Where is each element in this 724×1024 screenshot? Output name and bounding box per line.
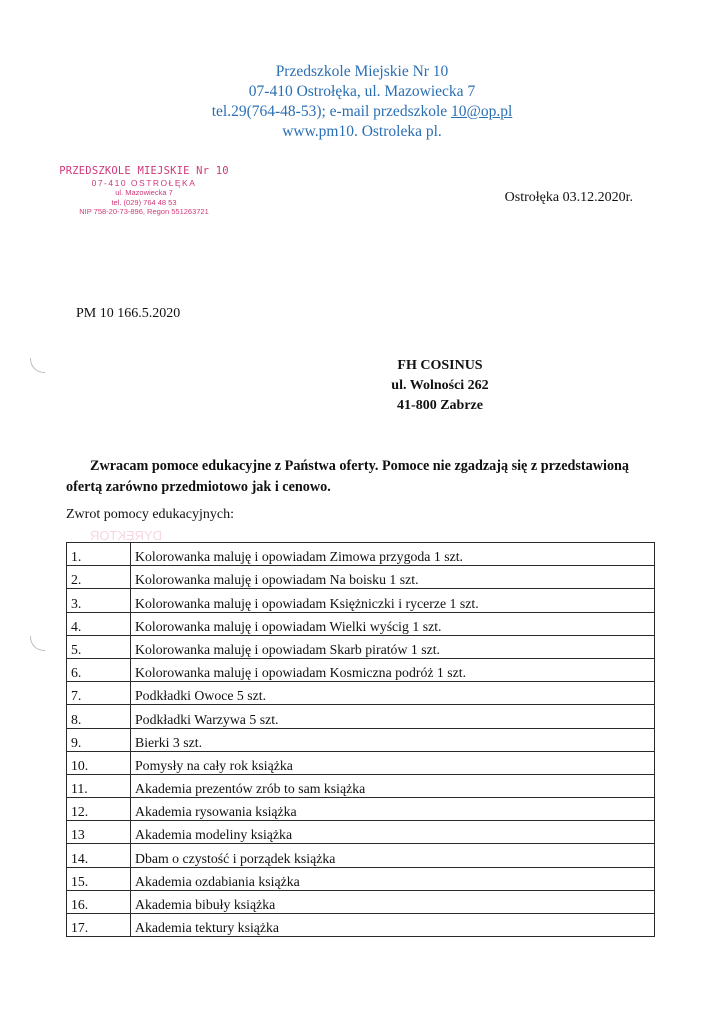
item-name: Kolorowanka maluję i opowiadam Kosmiczna podróż 1 szt. <box>131 658 655 681</box>
table-row <box>67 635 655 658</box>
recipient-street: ul. Wolności 262 <box>391 378 489 393</box>
stamp-city: 07-410 OSTROŁĘKA <box>91 178 197 188</box>
recipient-company: FH COSINUS <box>397 358 483 373</box>
item-name: Kolorowanka maluję i opowiadam Wielki wyścig 1 szt. <box>131 612 655 635</box>
list-heading: Zwrot pomocy edukacyjnych: <box>66 507 234 522</box>
item-name: Dbam o czystość i porządek książka <box>131 844 655 867</box>
hole-punch-mark <box>30 358 45 373</box>
item-name: Akademia prezentów zrób to sam książka <box>131 774 655 797</box>
item-number: 13 <box>67 821 131 844</box>
document-date: Ostrołęka 03.12.2020r. <box>504 190 633 205</box>
table-row <box>67 821 655 844</box>
item-name: Kolorowanka maluję i opowiadam Księżniczki i rycerze 1 szt. <box>131 589 655 612</box>
table-row <box>67 914 655 937</box>
table-row <box>67 728 655 751</box>
item-name: Akademia modeliny książka <box>131 821 655 844</box>
item-number: 5. <box>67 635 131 658</box>
item-name: Kolorowanka maluję i opowiadam Na boisku 1 szt. <box>131 566 655 589</box>
item-number: 6. <box>67 658 131 681</box>
table-row <box>67 658 655 681</box>
item-name: Akademia ozdabiania książka <box>131 867 655 890</box>
institution-stamp <box>58 165 230 217</box>
item-number: 4. <box>67 612 131 635</box>
item-name: Akademia tektury książka <box>131 914 655 937</box>
recipient-address <box>380 356 500 416</box>
reference-number: PM 10 166.5.2020 <box>76 306 181 321</box>
item-name: Akademia bibuły książka <box>131 890 655 913</box>
returned-items-table <box>66 542 655 937</box>
item-name: Podkładki Warzywa 5 szt. <box>131 705 655 728</box>
return-notice: Zwracam pomoce edukacyjne z Państwa oferty. Pomoce nie zgadzają się z przedstawioną ofertą zarówno przedmiotowo jak i cenowo. <box>66 458 630 495</box>
item-number: 17. <box>67 914 131 937</box>
stamp-phone: tel. (029) 764 48 53 <box>111 197 177 207</box>
recipient-city: 41-800 Zabrze <box>397 398 483 413</box>
table-row <box>67 751 655 774</box>
email-link[interactable]: 10@op.pl <box>451 103 513 120</box>
institution-contact <box>0 102 724 122</box>
institution-address: 07-410 Ostrołęka, ul. Mazowiecka 7 <box>248 83 476 100</box>
table-row <box>67 566 655 589</box>
contact-phone-text: tel.29(764-48-53); e-mail przedszkole <box>211 103 452 120</box>
item-number: 14. <box>67 844 131 867</box>
item-name: Bierki 3 szt. <box>131 728 655 751</box>
item-number: 1. <box>67 543 131 566</box>
table-row <box>67 890 655 913</box>
stamp-ids: NIP 758-20-73-896, Regon 551263721 <box>79 207 209 216</box>
table-row <box>67 705 655 728</box>
institution-website: www.pm10. Ostroleka pl. <box>282 123 442 140</box>
item-number: 2. <box>67 566 131 589</box>
stamp-street: ul. Mazowiecka 7 <box>115 188 173 197</box>
stamp-bleed-through: DYREKTOR <box>90 528 162 543</box>
item-number: 12. <box>67 798 131 821</box>
item-name: Akademia rysowania książka <box>131 798 655 821</box>
table-row <box>67 798 655 821</box>
hole-punch-mark <box>30 636 45 651</box>
table-row <box>67 682 655 705</box>
table-row <box>67 867 655 890</box>
table-row <box>67 543 655 566</box>
table-row <box>67 612 655 635</box>
item-name: Pomysły na cały rok książka <box>131 751 655 774</box>
item-number: 11. <box>67 774 131 797</box>
item-number: 10. <box>67 751 131 774</box>
item-number: 7. <box>67 682 131 705</box>
institution-name: Przedszkole Miejskie Nr 10 <box>275 63 449 80</box>
item-name: Kolorowanka maluję i opowiadam Skarb piratów 1 szt. <box>131 635 655 658</box>
item-number: 8. <box>67 705 131 728</box>
stamp-name: PRZEDSZKOLE MIEJSKIE Nr 10 <box>59 165 229 177</box>
item-number: 9. <box>67 728 131 751</box>
item-number: 15. <box>67 867 131 890</box>
item-name: Kolorowanka maluję i opowiadam Zimowa przygoda 1 szt. <box>131 543 655 566</box>
table-row <box>67 589 655 612</box>
letterhead <box>0 62 724 142</box>
item-number: 16. <box>67 890 131 913</box>
table-row <box>67 844 655 867</box>
item-number: 3. <box>67 589 131 612</box>
table-row <box>67 774 655 797</box>
item-name: Podkładki Owoce 5 szt. <box>131 682 655 705</box>
